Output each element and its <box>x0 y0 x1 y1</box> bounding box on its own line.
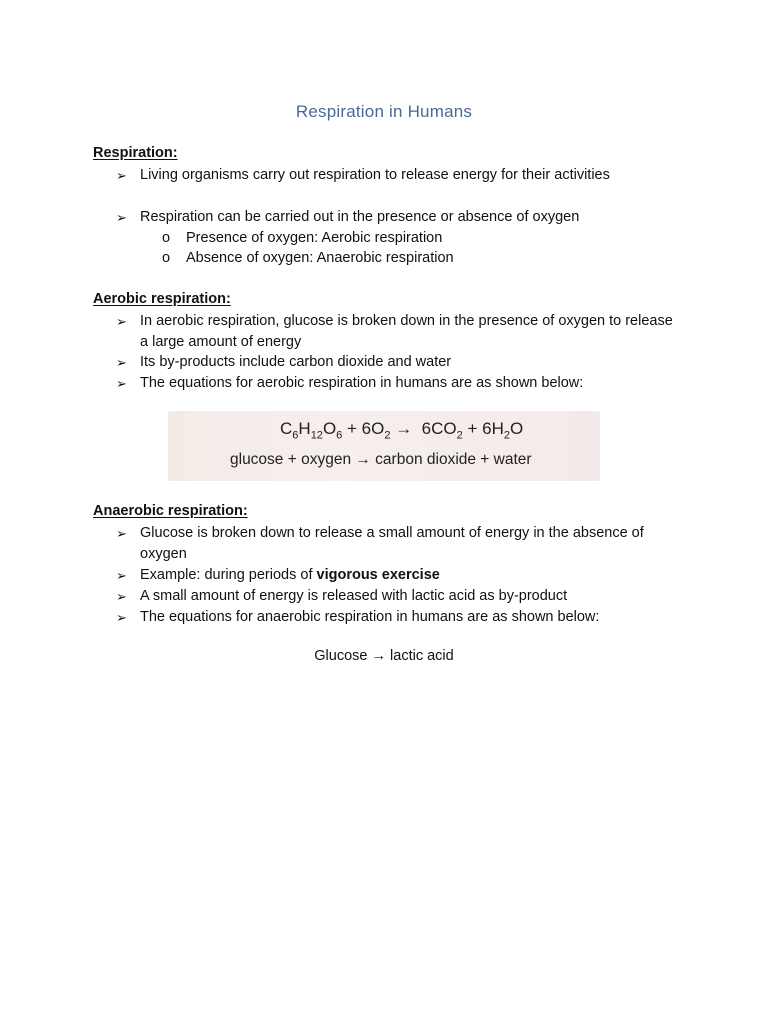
sub-list-item <box>162 248 454 269</box>
arrow-bullet-icon: ➢ <box>116 210 127 225</box>
page-title: Respiration in Humans <box>295 102 473 121</box>
list-item <box>116 352 676 373</box>
list-item <box>116 607 676 628</box>
list-item <box>116 373 676 394</box>
arrow-bullet-icon: ➢ <box>116 610 127 625</box>
word-equation: glucose + oxygen → carbon dioxide + water <box>230 451 532 468</box>
list-item-text: Its by-products include carbon dioxide and water <box>140 354 452 370</box>
section-heading-anaerobic: Anaerobic respiration: <box>93 503 248 519</box>
list-item-text: The equations for aerobic respiration in humans are as shown below: <box>140 375 584 391</box>
list-item <box>116 207 676 228</box>
sub-list-item-text: Absence of oxygen: Anaerobic respiration <box>186 250 454 266</box>
list-item <box>116 165 676 186</box>
aerobic-equation-image <box>168 411 600 481</box>
anaerobic-equation: Glucose → lactic acid <box>314 648 454 664</box>
example-prefix: Example: during periods of <box>140 567 317 583</box>
chemical-equation: $C_6H_{12}O_6 + 6O_2 \to 6CO_2 + 6H_2O$ <box>280 419 524 442</box>
arrow-bullet-icon: ➢ <box>116 568 127 583</box>
arrow-bullet-icon: ➢ <box>116 376 127 391</box>
circle-bullet-icon: o <box>162 250 171 266</box>
list-item <box>116 586 676 607</box>
list-item <box>116 311 676 353</box>
list-item-text <box>140 565 676 586</box>
list-item-text: Glucose is broken down to release a small amount of energy in the absence of oxygen <box>140 525 644 562</box>
list-item <box>116 565 676 586</box>
section-heading-respiration: Respiration: <box>93 145 178 161</box>
section-heading-aerobic: Aerobic respiration: <box>93 291 231 307</box>
list-item-text: Respiration can be carried out in the presence or absence of oxygen <box>140 209 580 225</box>
list-item <box>116 523 676 565</box>
list-item-text: A small amount of energy is released with lactic acid as by-product <box>140 588 568 604</box>
arrow-bullet-icon: ➢ <box>116 526 127 541</box>
list-item-text: The equations for anaerobic respiration in humans are as shown below: <box>140 609 600 625</box>
sub-list-item <box>162 228 442 249</box>
arrow-bullet-icon: ➢ <box>116 355 127 370</box>
sub-list-item-text: Presence of oxygen: Aerobic respiration <box>186 230 443 246</box>
arrow-bullet-icon: ➢ <box>116 589 127 604</box>
example-emphasis: vigorous exercise <box>316 567 440 583</box>
arrow-bullet-icon: ➢ <box>116 168 127 183</box>
list-item-text: In aerobic respiration, glucose is broken down in the presence of oxygen to release a large amount of energy <box>140 313 673 350</box>
list-item-text: Living organisms carry out respiration to release energy for their activities <box>140 167 610 183</box>
arrow-bullet-icon: ➢ <box>116 314 127 329</box>
circle-bullet-icon: o <box>162 230 171 246</box>
